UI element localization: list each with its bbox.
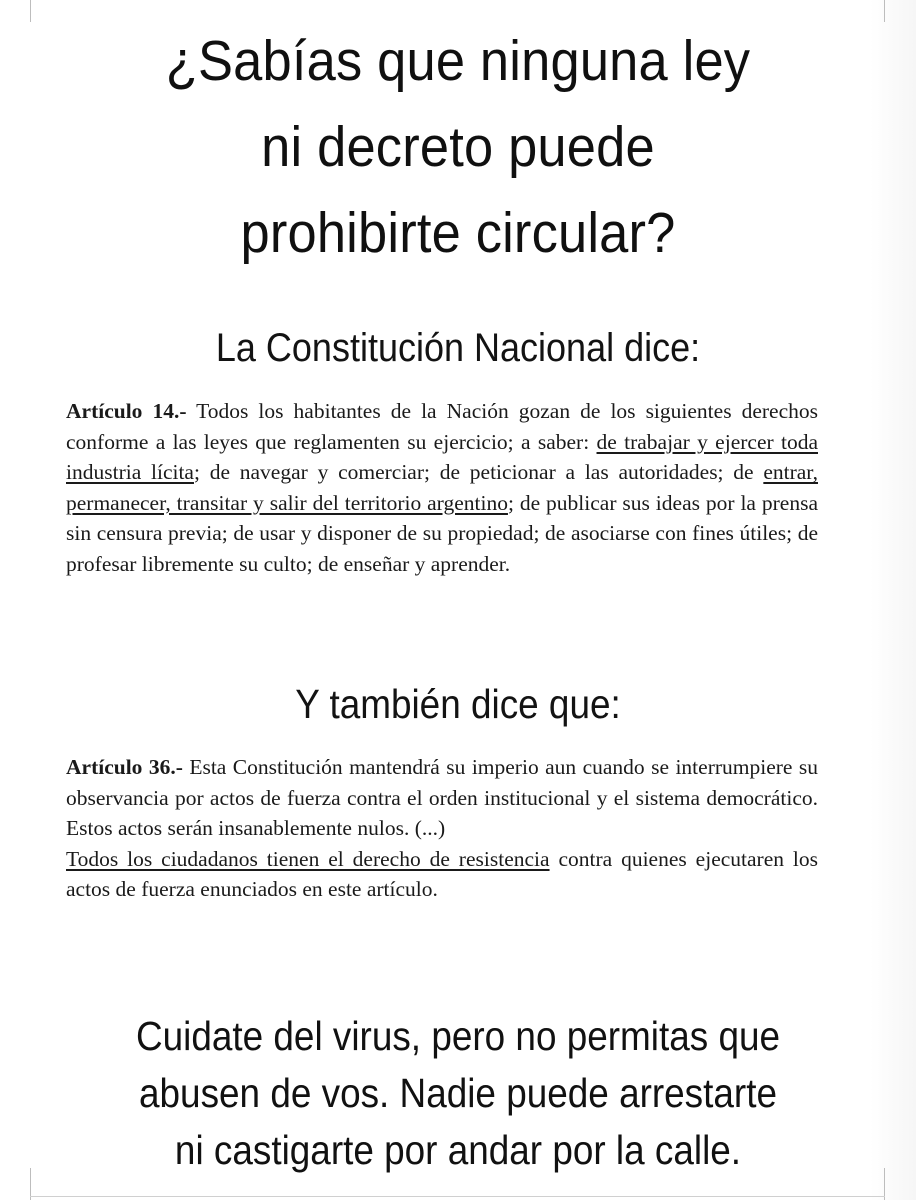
frame-edge-bottom <box>30 1196 885 1197</box>
article-36-text-before: Esta Constitución mantendrá su imperio aun cuando se interrumpiere su observancia por actos de fuerza contra el orden institucional y el sistema democrático. Estos actos serán insanablemente nulos. (...) <box>66 755 818 840</box>
article-14-text-middle: ; de navegar y comerciar; de peticionar a las autoridades; de <box>193 460 764 484</box>
article-14-text-before: Todos los habitantes de la Nación gozan de los siguientes derechos conforme a las leyes que reglamenten su ejercicio; a saber: <box>66 399 818 454</box>
frame-edge-top-left <box>30 0 31 22</box>
article-36-text-after: contra quienes ejecutaren los actos de fuerza enunciados en este artículo. <box>66 846 818 901</box>
closing-line-3: ni castigarte por andar por la calle. <box>174 1127 742 1173</box>
subheading-also-says: Y también dice que: <box>295 681 621 727</box>
headline-line-1: ¿Sabías que ninguna ley <box>165 29 751 93</box>
closing-line-2: abusen de vos. Nadie puede arrestarte <box>139 1070 777 1116</box>
headline-line-3: prohibirte circular? <box>240 201 676 265</box>
article-14-underline-transit: entrar, permanecer, transitar y salir del territorio argentino <box>66 460 818 515</box>
article-36-paragraph <box>66 752 818 905</box>
closing-line-1: Cuidate del virus, pero no permitas que <box>135 1013 781 1059</box>
frame-edge-top-right <box>884 0 885 22</box>
article-14-label: Artículo 14.- <box>66 399 187 423</box>
page-edge-shadow <box>870 0 916 1200</box>
headline-line-2: ni decreto puede <box>261 115 655 179</box>
article-36-underline-resistance: Todos los ciudadanos tienen el derecho de resistencia <box>66 846 550 871</box>
article-14-text-after: ; de publicar sus ideas por la prensa sin censura previa; de usar y disponer de su propiedad; de asociarse con fines útiles; de profesar libremente su culto; de enseñar y aprender. <box>66 490 819 576</box>
headline <box>73 18 842 276</box>
closing-message <box>82 1008 834 1179</box>
article-14-paragraph <box>66 396 818 579</box>
article-14-underline-work: de trabajar y ejercer toda industria lícita <box>66 429 818 484</box>
subheading-constitution: La Constitución Nacional dice: <box>215 326 701 370</box>
article-36-label: Artículo 36.- <box>66 755 183 779</box>
